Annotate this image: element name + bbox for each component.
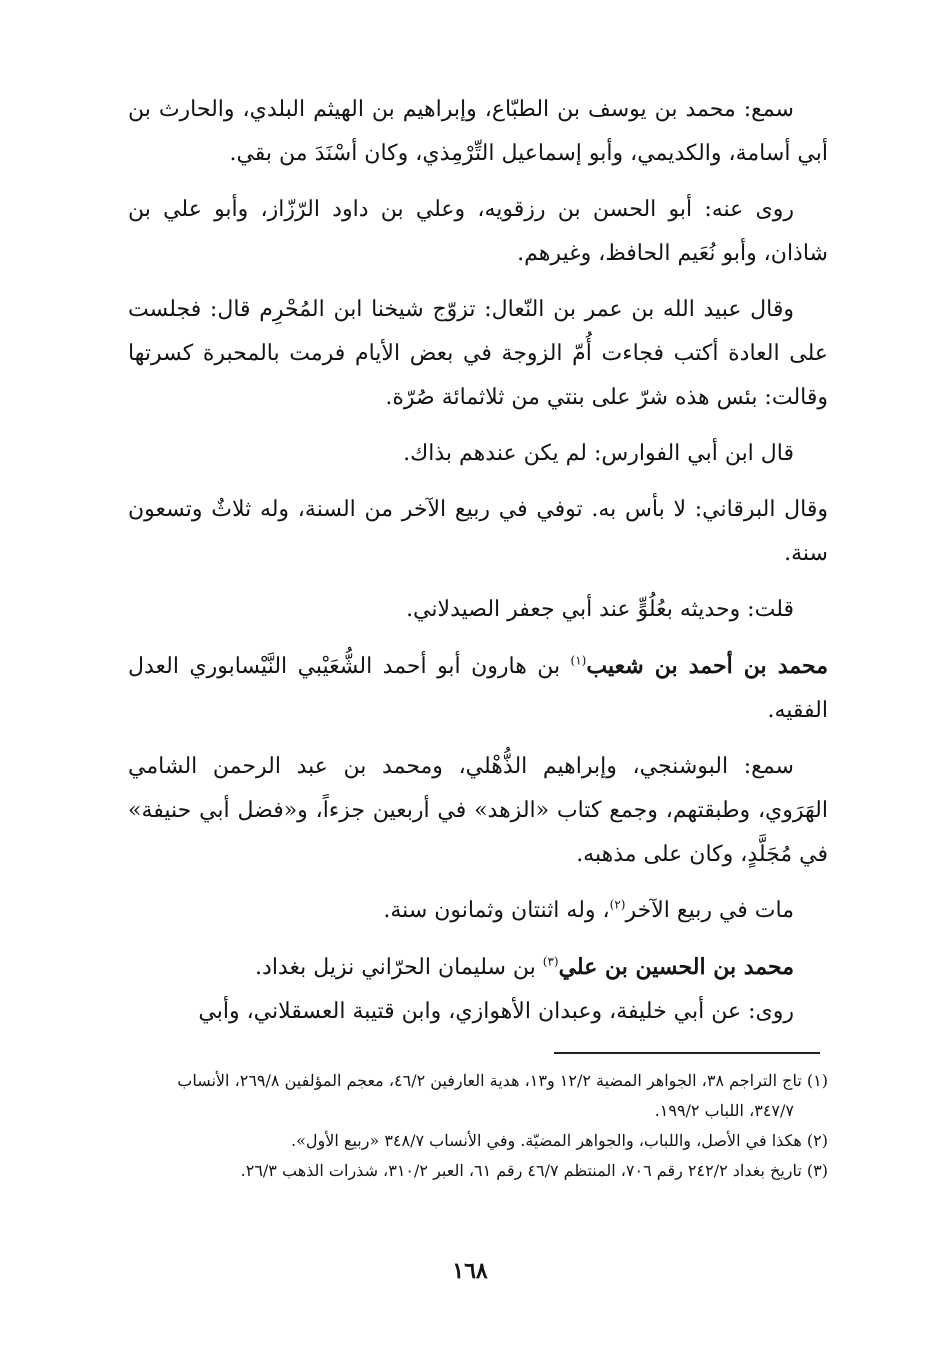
- biography-heading-harrani: [128, 945, 828, 990]
- biography-rest: بن هارون أبو أحمد الشُّعَيْبي النَّيْسابوري العدل الفقيه.: [128, 654, 828, 723]
- paragraph-heard-from: سمع: محمد بن يوسف بن الطبّاع، وإبراهيم بن الهيثم البلدي، والحارث بن أبي أسامة، والكديمي، وأبو إسماعيل التِّرْمِذي، وكان أسْنَدَ من بقي.: [128, 97, 828, 166]
- paragraph-death: [128, 889, 828, 933]
- biography-rest: بن سليمان الحرّاني نزيل بغداد.: [255, 955, 543, 980]
- paragraph-ibn-abi-fawaris: قال ابن أبي الفوارس: لم يكن عندهم بذاك.: [403, 441, 794, 466]
- footnote-ref: (٣): [542, 954, 559, 969]
- footnote-2: (٢) هكذا في الأصل، واللباب، والجواهر المضيّة. وفي الأنساب ٣٤٨/٧ «ربيع الأول».: [291, 1131, 828, 1150]
- biography-name: محمد بن أحمد بن شعيب: [586, 653, 828, 679]
- footnote-1: (١) تاج التراجم ٣٨، الجواهر المضية ١٢/٢ و١٣، هدية العارفين ٤٦/٢، معجم المؤلفين ٢٦٩/٨، الأنساب ٣٤٧/٧، اللباب ١٩٩/٢.: [177, 1071, 828, 1120]
- footnote-ref: (١): [570, 653, 587, 668]
- footnote-3: (٣) تاريخ بغداد ٢٤٢/٢ رقم ٧٠٦، المنتظم ٤٦/٧ رقم ٦١، العبر ٣١٠/٢، شذرات الذهب ٢٦/٣.: [240, 1161, 828, 1180]
- footnotes: [128, 1066, 828, 1186]
- paragraph-heard-from-2: سمع: البوشنجي، وإبراهيم الذُّهْلي، ومحمد بن عبد الرحمن الشامي الهَرَوي، وطبقتهم، وجمع كتاب «الزهد» في أربعين جزءاً، و«فضل أبي حنيفة» في مُجَلَّدٍ، وكان على مذهبه.: [128, 754, 828, 867]
- page-number: ١٦٨: [452, 1258, 488, 1284]
- paragraph-narrated-2: روى: عن أبي خليفة، وعبدان الأهوازي، وابن قتيبة العسقلاني، وأبي: [198, 999, 794, 1024]
- death-text: مات في ربيع الآخر: [625, 898, 794, 923]
- biography-heading-shuaybi: [128, 644, 828, 733]
- death-text-rest: ، وله اثنتان وثمانون سنة.: [383, 898, 610, 923]
- biography-name: محمد بن الحسين بن علي: [558, 954, 794, 980]
- main-text: [128, 88, 828, 1046]
- footnote-divider: [554, 1052, 820, 1054]
- paragraph-anecdote: وقال عبيد الله بن عمر بن النّعال: تزوّج شيخنا ابن المُحْرِم قال: فجلست على العادة أكتب فجاءت أُمّ الزوجة في بعض الأيام فرمت بالمحبرة كسرتها وقالت: بئس هذه شرّ على بنتي من ثلاثمائة صُرّة.: [128, 297, 828, 410]
- paragraph-remark: قلت: وحديثه بعُلُوٍّ عند أبي جعفر الصيدلاني.: [406, 597, 794, 622]
- paragraph-narrated-by: روى عنه: أبو الحسن بن رزقويه، وعلي بن داود الرّزّاز، وأبو علي بن شاذان، وأبو نُعَيم الحافظ، وغيرهم.: [128, 197, 828, 266]
- paragraph-barqani: وقال البرقاني: لا بأس به. توفي في ربيع الآخر من السنة، وله ثلاثٌ وتسعون سنة.: [128, 497, 828, 566]
- footnote-ref: (٢): [609, 897, 626, 912]
